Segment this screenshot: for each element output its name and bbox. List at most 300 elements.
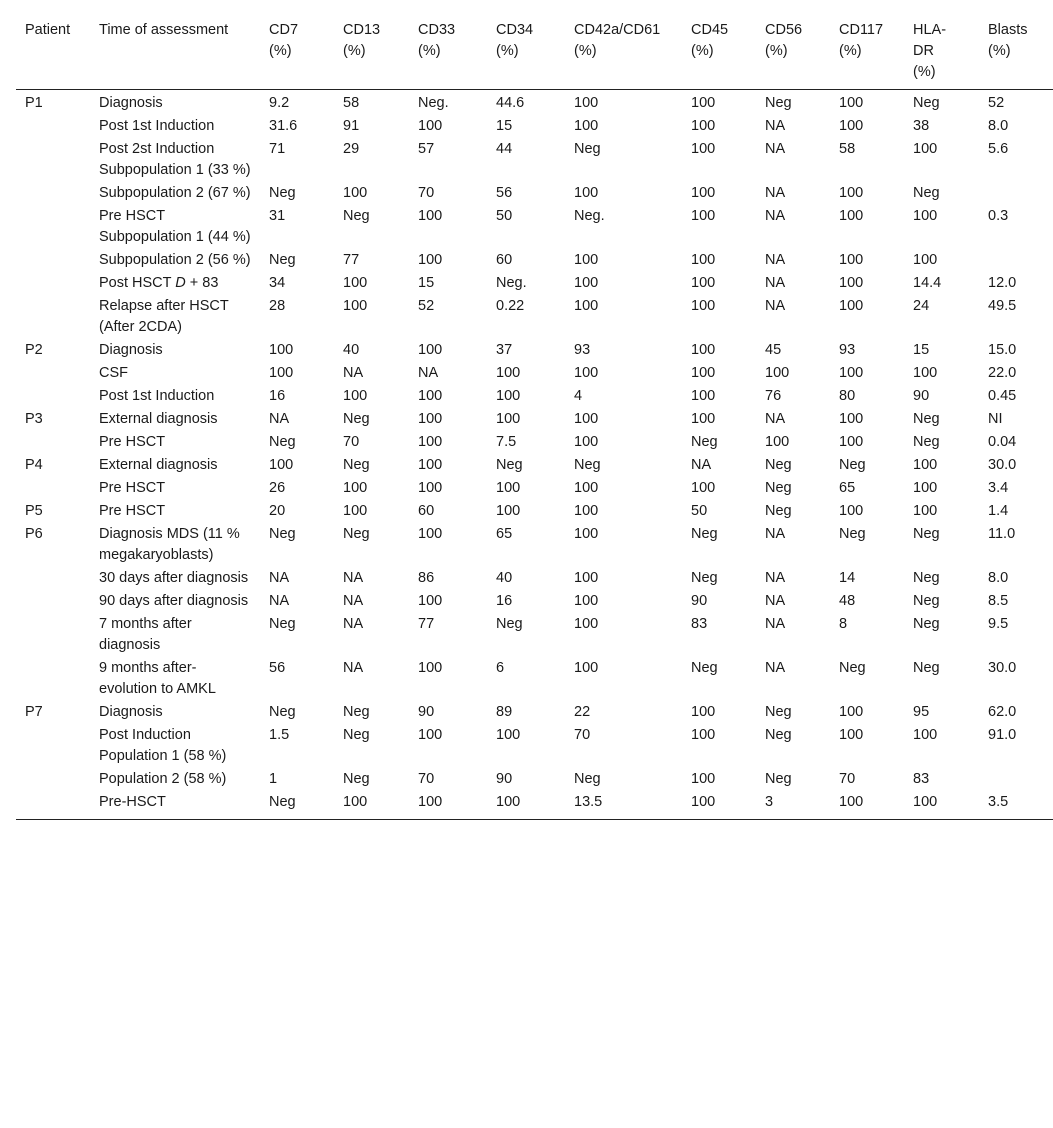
cell-cd7: 100: [269, 457, 294, 473]
column-header-cd13: [334, 20, 409, 90]
cell-hla: 83: [913, 771, 930, 787]
cell-patient: P5: [25, 503, 43, 519]
cell-cd34: 56: [496, 185, 513, 201]
cell-blasts: [979, 768, 1053, 791]
column-header-line: HLA-: [913, 22, 947, 38]
cell-cd13: Neg: [343, 411, 370, 427]
cell-cd45: 100: [691, 771, 716, 787]
cell-cd117: 100: [839, 95, 864, 111]
table-row: [16, 657, 1053, 701]
cell-cd45: 100: [691, 411, 716, 427]
cell-cd56: NA: [765, 208, 786, 224]
cell-cd45: 100: [691, 252, 716, 268]
cell-cd45: 90: [691, 593, 708, 609]
cell-cd33: 100: [418, 208, 443, 224]
cell-time: Post 1st Induction: [99, 118, 215, 134]
cell-cd34: Neg: [496, 616, 523, 632]
cell-cd42: 100: [574, 434, 599, 450]
cell-cd7: 71: [269, 141, 286, 157]
cell-cd56: 100: [765, 365, 790, 381]
cell-cd34: 6: [496, 660, 505, 676]
column-header-cd56: [756, 20, 830, 90]
cell-blasts: 62.0: [988, 704, 1017, 720]
column-header-line: (%): [574, 43, 597, 59]
cell-cd13: NA: [343, 660, 364, 676]
cell-cd45: 100: [691, 141, 716, 157]
column-header-cd34: [487, 20, 565, 90]
table-row: [16, 182, 1053, 205]
cell-cd56: Neg: [765, 771, 792, 787]
cell-patient: [16, 613, 90, 657]
cell-cd117: 100: [839, 727, 864, 743]
cell-blasts: 5.6: [988, 141, 1009, 157]
cell-cd45: 50: [691, 503, 708, 519]
cell-cd56: NA: [765, 616, 786, 632]
cell-cd13: 40: [343, 342, 360, 358]
cell-cd13: Neg: [343, 727, 370, 743]
cell-patient: [16, 791, 90, 820]
column-header-hla-dr: [904, 20, 979, 90]
cell-cd33: 52: [418, 298, 435, 314]
cell-cd33: 77: [418, 616, 435, 632]
column-header-line: CD34: [496, 22, 534, 38]
cell-cd7: Neg: [269, 252, 296, 268]
column-header-cd42a-cd61: [565, 20, 682, 90]
cell-cd42: 93: [574, 342, 591, 358]
cell-time: Pre HSCT Subpopulation 1 (44 %): [99, 208, 251, 245]
cell-time: Pre HSCT: [99, 480, 166, 496]
cell-cd45: 100: [691, 704, 716, 720]
cell-cd7: 9.2: [269, 95, 290, 111]
cell-cd56: NA: [765, 141, 786, 157]
cell-cd42: 13.5: [565, 791, 682, 820]
cell-cd117: 80: [839, 388, 856, 404]
cell-cd7: NA: [269, 411, 290, 427]
cell-cd56: NA: [765, 185, 786, 201]
column-header-line: Time of assessment: [99, 22, 229, 38]
cell-cd45: 100: [691, 118, 716, 134]
cell-cd42: 100: [574, 616, 599, 632]
column-header-time-of-assessment: [90, 20, 260, 90]
cell-hla: 95: [913, 704, 930, 720]
cell-blasts: 3.4: [988, 480, 1009, 496]
column-header-line: (%): [691, 43, 714, 59]
cell-cd7: Neg: [269, 616, 296, 632]
cell-cd34: 50: [496, 208, 513, 224]
cell-cd42: Neg: [574, 771, 601, 787]
cell-hla: Neg: [913, 616, 940, 632]
cell-cd34: 44: [496, 141, 513, 157]
cell-cd34: 100: [496, 727, 521, 743]
cell-blasts: 0.3: [988, 208, 1009, 224]
cell-cd56: NA: [765, 526, 786, 542]
cell-hla: Neg: [913, 526, 940, 542]
cell-cd7: Neg: [269, 526, 296, 542]
cell-cd45: Neg: [691, 570, 718, 586]
column-header-line: (%): [343, 43, 366, 59]
cell-cd42: 22: [574, 704, 591, 720]
cell-time: 7 months after diagnosis: [99, 616, 192, 653]
table-row: [16, 295, 1053, 339]
cell-cd13: 100: [343, 275, 368, 291]
cell-blasts: [979, 249, 1053, 272]
cell-time: Post Induction Population 1 (58 %): [99, 727, 227, 764]
cell-time: Pre HSCT: [99, 503, 166, 519]
cell-cd42: 100: [574, 660, 599, 676]
table-row: [16, 272, 1053, 295]
column-header-cd7: [260, 20, 334, 90]
cell-cd13: NA: [343, 616, 364, 632]
cell-patient: P3: [25, 411, 43, 427]
cell-cd42: 100: [574, 95, 599, 111]
cell-cd13: 77: [343, 252, 360, 268]
cell-cd117: 100: [839, 365, 864, 381]
cell-time: 9 months after-evolution to AMKL: [99, 660, 216, 697]
cell-cd13: NA: [343, 365, 364, 381]
column-header-blasts: [979, 20, 1053, 90]
cell-cd34: 15: [496, 118, 513, 134]
cell-cd33: 70: [418, 185, 435, 201]
cell-cd117: 100: [839, 434, 864, 450]
cell-cd45: 100: [691, 388, 716, 404]
cell-cd56: NA: [765, 275, 786, 291]
table-row: [16, 768, 1053, 791]
cell-cd117: 65: [839, 480, 856, 496]
cell-blasts: [979, 182, 1053, 205]
cell-patient: [16, 295, 90, 339]
cell-cd42: 100: [574, 185, 599, 201]
cell-blasts: 30.0: [988, 660, 1017, 676]
column-header-line: CD42a/CD61: [574, 22, 661, 38]
table-row: [16, 523, 1053, 567]
cell-cd56: Neg: [765, 503, 792, 519]
cell-cd7: Neg: [260, 791, 334, 820]
cell-blasts: 3.5: [979, 791, 1053, 820]
cell-cd56: 45: [765, 342, 782, 358]
cell-time: 90 days after diagnosis: [99, 593, 249, 609]
cell-cd13: 58: [343, 95, 360, 111]
cell-cd56: NA: [765, 252, 786, 268]
cell-cd117: 8: [839, 616, 848, 632]
cell-cd45: NA: [691, 457, 712, 473]
cell-cd45: Neg: [691, 660, 718, 676]
table-header: [16, 20, 1053, 90]
cell-cd33: 100: [418, 526, 443, 542]
cell-cd56: 76: [765, 388, 782, 404]
cell-cd45: Neg: [691, 526, 718, 542]
cell-patient: [16, 138, 90, 182]
cell-cd56: NA: [765, 118, 786, 134]
cell-cd33: 15: [418, 275, 435, 291]
cell-cd13: 70: [343, 434, 360, 450]
cell-patient: [16, 385, 90, 408]
cell-cd34: 65: [496, 526, 513, 542]
column-header-line: DR: [913, 43, 934, 59]
cell-blasts: 30.0: [988, 457, 1017, 473]
cell-cd13: Neg: [343, 457, 370, 473]
cell-patient: [16, 477, 90, 500]
table-row: [16, 454, 1053, 477]
cell-blasts: 91.0: [988, 727, 1017, 743]
cell-cd33: NA: [418, 365, 439, 381]
cell-cd13: Neg: [343, 526, 370, 542]
cell-hla: 100: [913, 208, 938, 224]
cell-patient: [16, 431, 90, 454]
cell-cd42: Neg: [574, 457, 601, 473]
cell-cd34: 44.6: [496, 95, 525, 111]
cell-blasts: NI: [988, 411, 1003, 427]
column-header-line: CD33: [418, 22, 456, 38]
cell-cd34: 100: [487, 791, 565, 820]
cell-time: Population 2 (58 %): [99, 771, 227, 787]
cell-cd7: 31: [269, 208, 286, 224]
cell-cd34: 60: [496, 252, 513, 268]
cell-blasts: 22.0: [988, 365, 1017, 381]
cell-cd33: 100: [418, 457, 443, 473]
table-row: [16, 590, 1053, 613]
table-row: [16, 477, 1053, 500]
cell-hla: Neg: [913, 411, 940, 427]
cell-blasts: 0.45: [988, 388, 1017, 404]
cell-cd13: 91: [343, 118, 360, 134]
cell-blasts: 12.0: [988, 275, 1017, 291]
cell-time: External diagnosis: [99, 457, 218, 473]
column-header-line: (%): [913, 64, 936, 80]
cell-cd56: 3: [756, 791, 830, 820]
cell-cd33: 100: [418, 660, 443, 676]
cell-cd117: 100: [839, 275, 864, 291]
cell-patient: [16, 182, 90, 205]
cell-cd117: 14: [839, 570, 856, 586]
cell-cd56: Neg: [765, 457, 792, 473]
cell-cd33: 100: [418, 342, 443, 358]
cell-cd7: 26: [269, 480, 286, 496]
cell-hla: 100: [913, 727, 938, 743]
cell-cd33: 100: [418, 480, 443, 496]
cell-cd33: 100: [418, 593, 443, 609]
column-header-line: CD117: [839, 22, 884, 38]
cell-cd13: 100: [343, 480, 368, 496]
cell-cd56: NA: [765, 298, 786, 314]
cell-hla: Neg: [913, 185, 940, 201]
cell-cd45: 100: [691, 365, 716, 381]
cell-cd7: 31.6: [269, 118, 298, 134]
cell-cd42: 4: [574, 388, 583, 404]
cell-blasts: 9.5: [988, 616, 1009, 632]
cell-cd45: 100: [691, 275, 716, 291]
cell-cd117: 70: [839, 771, 856, 787]
column-header-line: CD45: [691, 22, 729, 38]
cell-cd56: Neg: [765, 95, 792, 111]
cell-hla: 100: [913, 503, 938, 519]
cell-cd42: 100: [574, 411, 599, 427]
cell-cd117: 100: [839, 503, 864, 519]
cell-cd117: 100: [830, 791, 904, 820]
cell-cd45: 83: [691, 616, 708, 632]
cell-cd33: 60: [418, 503, 435, 519]
cell-cd33: 100: [418, 388, 443, 404]
cell-cd117: 48: [839, 593, 856, 609]
cell-hla: 38: [913, 118, 930, 134]
cell-cd42: 100: [574, 480, 599, 496]
cell-hla: Neg: [913, 593, 940, 609]
cell-cd42: 100: [574, 570, 599, 586]
column-header-line: CD13: [343, 22, 381, 38]
column-header-patient: [16, 20, 90, 90]
column-header-cd33: [409, 20, 487, 90]
cell-cd42: 100: [574, 275, 599, 291]
table-row: [16, 500, 1053, 523]
cell-patient: P1: [25, 95, 43, 111]
cell-patient: P7: [25, 704, 43, 720]
cell-hla: 100: [913, 480, 938, 496]
cell-cd56: NA: [765, 660, 786, 676]
cell-cd42: Neg.: [574, 208, 605, 224]
cell-patient: [16, 362, 90, 385]
cell-patient: P2: [25, 342, 43, 358]
column-header-line: CD7: [269, 22, 299, 38]
cell-cd7: 56: [269, 660, 286, 676]
cell-cd7: Neg: [269, 185, 296, 201]
cell-cd7: 16: [269, 388, 286, 404]
cell-cd42: Neg: [574, 141, 601, 157]
cell-patient: [16, 768, 90, 791]
cell-cd34: Neg: [496, 457, 523, 473]
cell-cd117: 100: [839, 118, 864, 134]
cell-time: CSF: [99, 365, 128, 381]
table-row: [16, 567, 1053, 590]
table-row: [16, 362, 1053, 385]
cell-cd33: 100: [418, 252, 443, 268]
table-row: [16, 339, 1053, 362]
cell-cd33: Neg.: [418, 95, 449, 111]
cell-cd7: 28: [269, 298, 286, 314]
cell-cd7: 20: [269, 503, 286, 519]
cell-time: Post HSCT D + 83: [99, 275, 219, 291]
cell-cd33: 100: [418, 118, 443, 134]
cell-cd13: 100: [343, 298, 368, 314]
cell-hla: Neg: [913, 570, 940, 586]
cell-time: Post 1st Induction: [99, 388, 215, 404]
cell-cd33: 100: [409, 791, 487, 820]
cell-cd45: 100: [691, 95, 716, 111]
cell-cd56: Neg: [765, 704, 792, 720]
cell-cd45: Neg: [691, 434, 718, 450]
cell-cd56: 100: [765, 434, 790, 450]
cell-hla: 100: [913, 365, 938, 381]
cell-cd34: 40: [496, 570, 513, 586]
cell-cd7: 34: [269, 275, 286, 291]
cell-cd7: Neg: [269, 434, 296, 450]
table-row: [16, 724, 1053, 768]
cell-cd45: 100: [691, 342, 716, 358]
cell-cd34: 37: [496, 342, 513, 358]
cell-cd34: 16: [496, 593, 513, 609]
cell-cd56: NA: [765, 570, 786, 586]
cell-cd7: NA: [269, 593, 290, 609]
cell-cd34: 100: [496, 388, 521, 404]
cell-cd45: 100: [691, 208, 716, 224]
table-row: [16, 791, 1053, 820]
cell-cd13: 100: [343, 185, 368, 201]
cell-time: Diagnosis: [99, 95, 163, 111]
cell-hla: Neg: [913, 434, 940, 450]
cell-cd56: Neg: [765, 727, 792, 743]
cell-cd13: Neg: [343, 208, 370, 224]
cell-cd45: 100: [691, 185, 716, 201]
cell-cd42: 100: [574, 298, 599, 314]
cell-blasts: 0.04: [988, 434, 1017, 450]
cell-cd7: 1.5: [269, 727, 290, 743]
cell-time: Diagnosis: [99, 342, 163, 358]
column-header-line: (%): [496, 43, 519, 59]
cell-time: Subpopulation 2 (56 %): [99, 252, 251, 268]
cell-cd42: 100: [574, 593, 599, 609]
cell-cd117: Neg: [839, 526, 866, 542]
cell-cd45: 100: [691, 298, 716, 314]
cell-cd13: 29: [343, 141, 360, 157]
cell-patient: [16, 657, 90, 701]
cell-patient: [16, 724, 90, 768]
column-header-line: (%): [988, 43, 1011, 59]
cell-cd117: 100: [839, 704, 864, 720]
cell-cd56: NA: [765, 411, 786, 427]
cell-cd45: 100: [682, 791, 756, 820]
cell-hla: 14.4: [913, 275, 942, 291]
cell-blasts: 11.0: [988, 526, 1016, 542]
cell-cd42: 100: [574, 365, 599, 381]
cell-blasts: 15.0: [988, 342, 1017, 358]
cell-hla: 100: [913, 457, 938, 473]
column-header-line: Blasts: [988, 22, 1028, 38]
cell-cd33: 86: [418, 570, 435, 586]
cell-cd42: 100: [574, 526, 599, 542]
cell-blasts: 8.0: [988, 118, 1009, 134]
table-row: [16, 90, 1053, 116]
cell-cd45: 100: [691, 480, 716, 496]
column-header-line: (%): [839, 43, 862, 59]
table-row: [16, 385, 1053, 408]
cell-cd33: 90: [418, 704, 435, 720]
table-row: [16, 408, 1053, 431]
table-row: [16, 115, 1053, 138]
header-row: [16, 20, 1053, 90]
cell-cd13: 100: [343, 503, 368, 519]
cell-time: Diagnosis: [99, 704, 163, 720]
cell-cd34: 100: [496, 503, 521, 519]
cell-cd33: 100: [418, 411, 443, 427]
cell-hla: 90: [913, 388, 930, 404]
cell-cd117: 100: [839, 208, 864, 224]
cell-cd117: 100: [839, 252, 864, 268]
cell-cd13: 100: [334, 791, 409, 820]
cell-cd34: 100: [496, 411, 521, 427]
cell-patient: [16, 205, 90, 249]
table-row: [16, 249, 1053, 272]
cell-blasts: 8.0: [988, 570, 1009, 586]
cell-cd42: 100: [574, 252, 599, 268]
cell-time: Subpopulation 2 (67 %): [99, 185, 251, 201]
cell-cd13: Neg: [343, 771, 370, 787]
cell-patient: [16, 590, 90, 613]
cell-patient: P6: [25, 526, 43, 542]
cell-cd117: 93: [839, 342, 856, 358]
table-row: [16, 613, 1053, 657]
cell-cd117: 100: [839, 298, 864, 314]
cell-time: Diagnosis MDS (11 % megakaryoblasts): [99, 526, 240, 563]
cell-hla: Neg: [913, 660, 940, 676]
cell-cd33: 57: [418, 141, 435, 157]
